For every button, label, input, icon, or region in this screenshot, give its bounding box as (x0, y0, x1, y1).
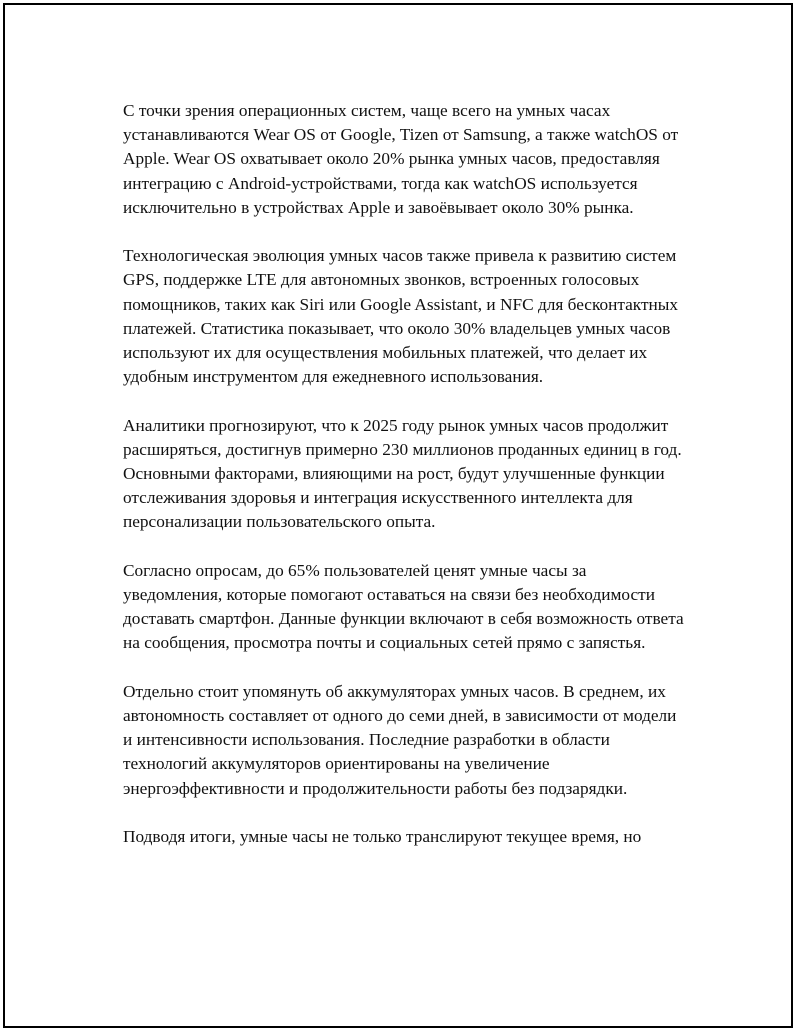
paragraph-battery: Отдельно стоит упомянуть об аккумуляторах умных часов. В среднем, их автономность составляет от одного до семи дней, в зависимости от модели и интенсивности использования. Последние разработки в области технологий аккумуляторов ориентированы на увеличение энергоэффективности и продолжительности работы без подзарядки. (123, 681, 677, 798)
paragraph-summary: Подводя итоги, умные часы не только транслируют текущее время, но (123, 827, 642, 847)
paragraph-notifications: Согласно опросам, до 65% пользователей ценят умные часы за уведомления, которые помогают оставаться на связи без необходимости доставать смартфон. Данные функции включают в себя возможность ответа на сообщения, просмотра почты и социальных сетей прямо с запястья. (123, 560, 684, 653)
page-frame (3, 3, 793, 1028)
paragraph-os-market: С точки зрения операционных систем, чаще всего на умных часах устанавливаются Wear OS от Google, Tizen от Samsung, а также watchOS от Apple. Wear OS охватывает около 20% рынка умных часов, предоставляя интеграцию с Android-устройствами, тогда как watchOS используется исключительно в устройствах Apple и завоёвывает около 30% рынка. (123, 101, 679, 217)
paragraph-forecast: Аналитики прогнозируют, что к 2025 году рынок умных часов продолжит расширяться, достигнув примерно 230 миллионов проданных единиц в год. Основными факторами, влияющими на рост, будут улучшенные функции отслеживания здоровья и интеграция искусственного интеллекта для персонализации пользовательского опыта. (123, 415, 682, 532)
paragraph-tech-evolution: Технологическая эволюция умных часов также привела к развитию систем GPS, поддержке LTE для автономных звонков, встроенных голосовых помощников, таких как Siri или Google Assistant, и NFC для бесконтактных платежей. Статистика показывает, что около 30% владельцев умных часов используют их для осуществления мобильных платежей, что делает их удобным инструментом для ежедневного использования. (123, 246, 679, 387)
document-body (123, 99, 689, 873)
